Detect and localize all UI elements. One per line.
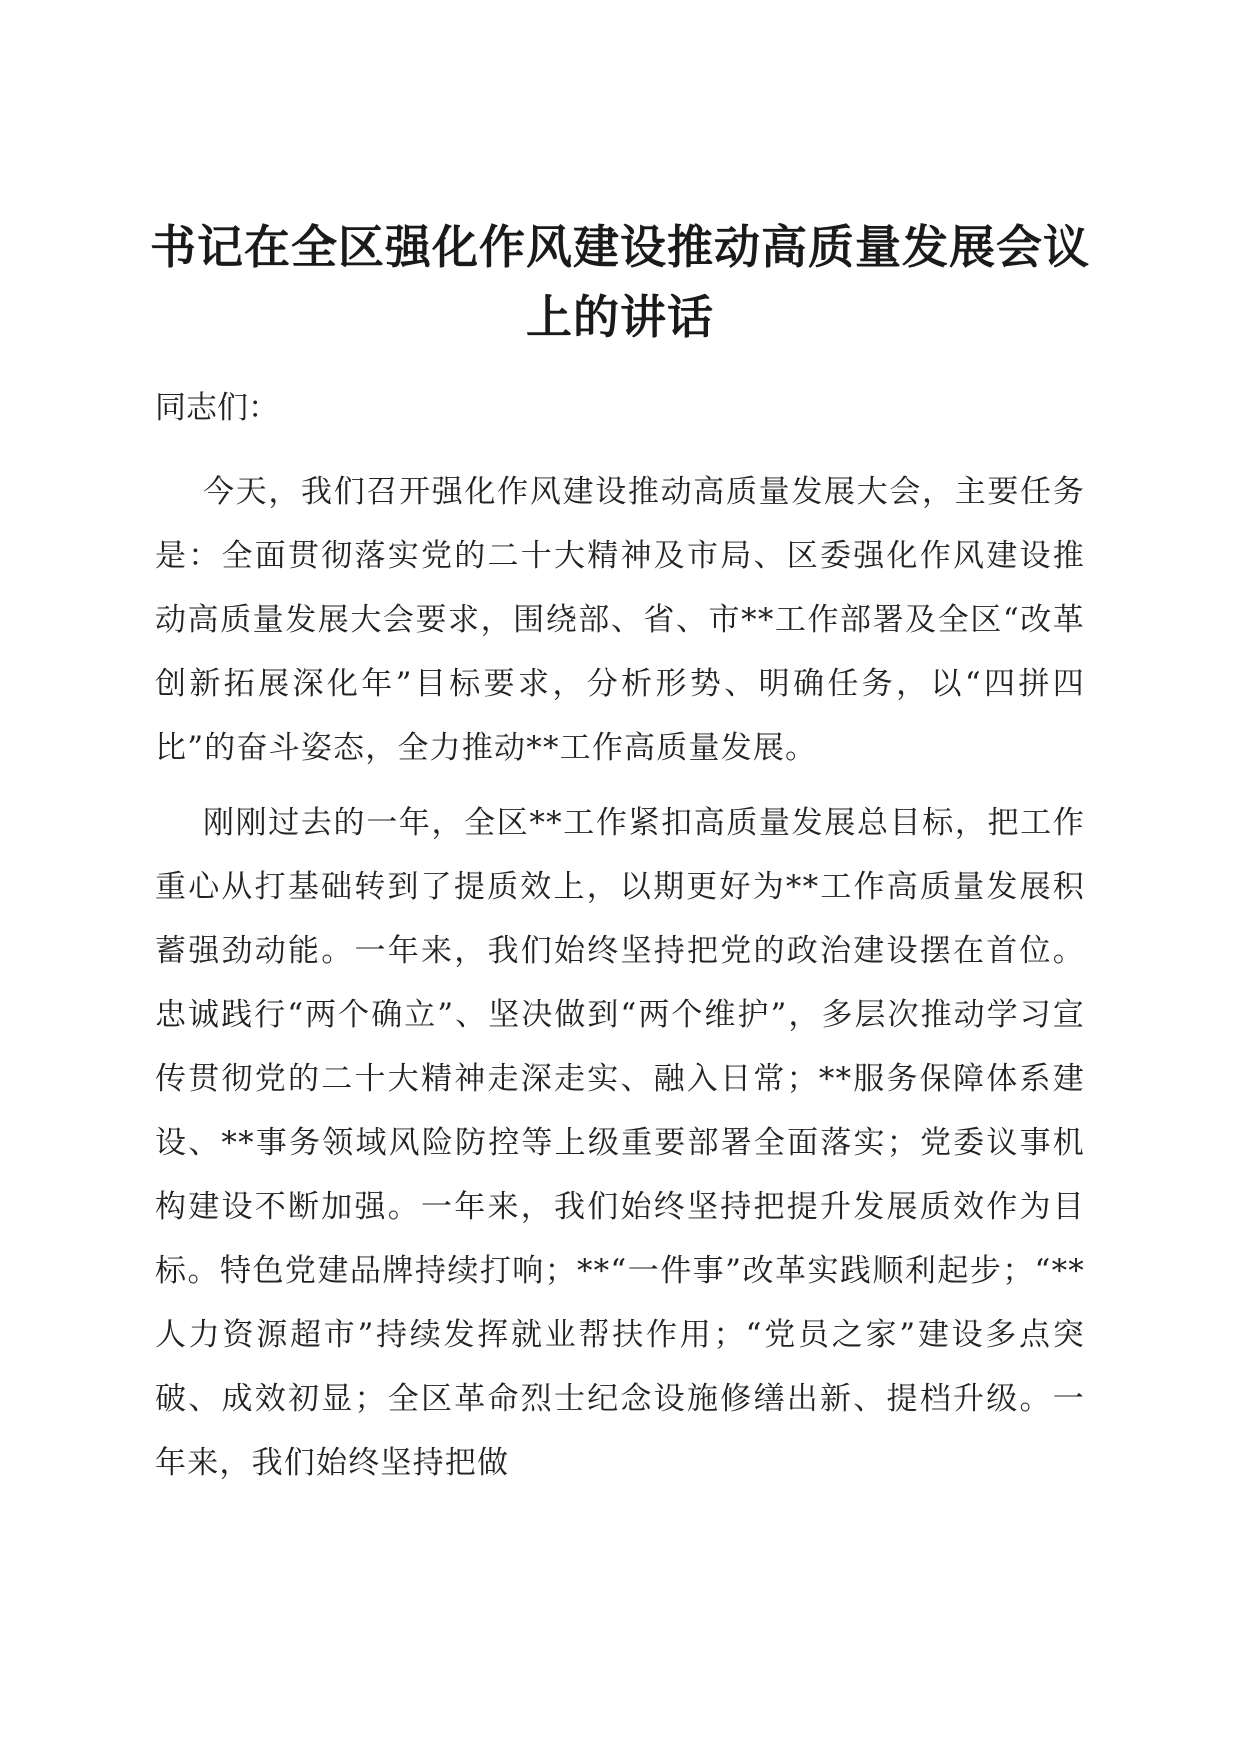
paragraph-2: 刚刚过去的一年，全区**工作紧扣高质量发展总目标，把工作重心从打基础转到了提质效上，以期更好为**工作高质量发展积蓄强劲动能。一年来，我们始终坚持把党的政治建设摆在首位。忠诚践行“两个确立”、坚决做到“两个维护”，多层次推动学习宣传贯彻党的二十大精神走深走实、融入日常；**服务保障体系建设、**事务领域风险防控等上级重要部署全面落实；党委议事机构建设不断加强。一年来，我们始终坚持把提升发展质效作为目标。特色党建品牌持续打响；**“一件事”改革实践顺利起步；“**人力资源超市”持续发挥就业帮扶作用；“党员之家”建设多点突破、成效初显；全区革命烈士纪念设施修缮出新、提档升级。一年来，我们始终坚持把做	[155, 805, 1085, 1481]
salutation: 同志们：	[155, 390, 279, 426]
document-title: 书记在全区强化作风建设推动高质量发展会议上的讲话	[150, 220, 1090, 344]
paragraph-1: 今天，我们召开强化作风建设推动高质量发展大会，主要任务是：全面贯彻落实党的二十大精神及市局、区委强化作风建设推动高质量发展大会要求，围绕部、省、市**工作部署及全区“改革创新拓展深化年”目标要求，分析形势、明确任务，以“四拼四比”的奋斗姿态，全力推动**工作高质量发展。	[155, 474, 1085, 766]
